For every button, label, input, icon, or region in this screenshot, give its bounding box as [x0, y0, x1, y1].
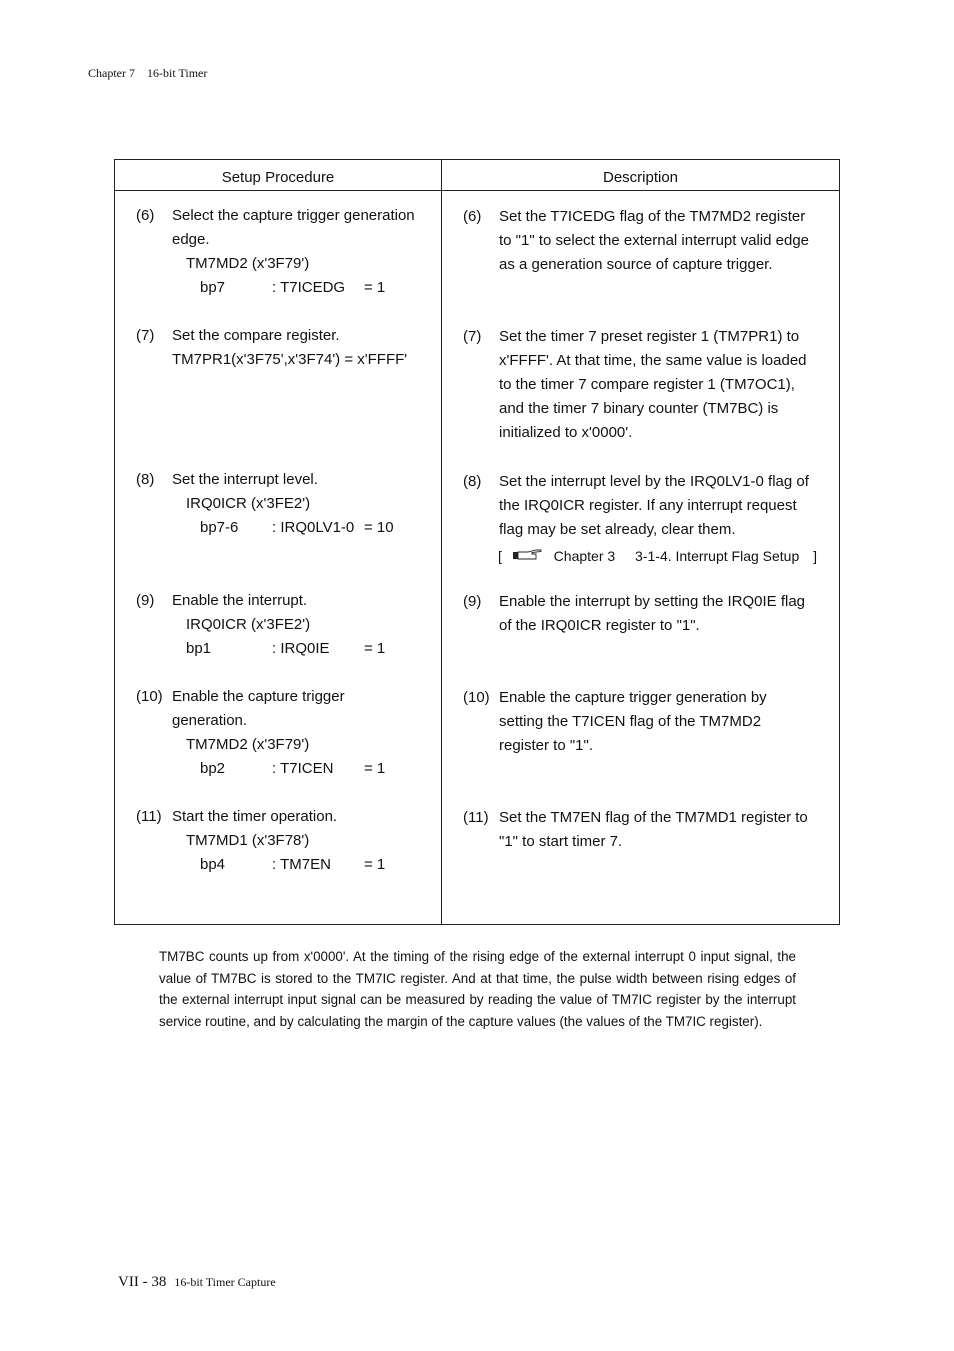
bit-position: bp7-6 — [200, 519, 239, 536]
register-name: IRQ0ICR (x'3FE2') — [186, 616, 311, 633]
step-number: (11) — [463, 809, 489, 826]
flag-value: = 10 — [364, 519, 394, 536]
setup-line: Enable the capture trigger — [172, 688, 345, 705]
ref-close-bracket: ] — [813, 548, 818, 564]
register-bit-setting — [172, 757, 385, 781]
register-name: TM7MD1 (x'3F78') — [186, 832, 310, 849]
flag-value: = 1 — [364, 640, 386, 657]
pointing-hand-icon — [512, 548, 542, 564]
step-number: (8) — [463, 473, 482, 490]
register-name: TM7MD2 (x'3F79') — [186, 255, 310, 272]
description-line: Enable the interrupt by setting the IRQ0IE flag — [499, 593, 806, 610]
column-header-description: Description — [602, 169, 679, 186]
description-line: to the timer 7 compare register 1 (TM7OC1), — [499, 376, 795, 393]
description-line: register to "1". — [499, 737, 594, 754]
header-title: 16-bit Timer — [147, 66, 208, 80]
description-line: initialized to x'0000'. — [499, 424, 633, 441]
step-number: (7) — [463, 328, 482, 345]
register-bit-setting — [172, 853, 385, 877]
bit-position: bp7 — [200, 279, 226, 296]
ref-chapter: Chapter 3 — [553, 548, 616, 564]
setup-line: Select the capture trigger generation — [172, 207, 415, 224]
bit-position: bp2 — [200, 760, 226, 777]
step-number: (8) — [136, 471, 155, 488]
flag-value: = 1 — [364, 279, 386, 296]
description-line: Set the TM7EN flag of the TM7MD1 register to — [499, 809, 808, 826]
description-line: x'FFFF'. At that time, the same value is loaded — [499, 352, 807, 369]
page-footer — [118, 1273, 276, 1291]
description-line: flag may be set already, clear them. — [499, 521, 736, 538]
register-bit-setting — [172, 637, 385, 661]
setup-line: Set the interrupt level. — [172, 471, 318, 488]
description-line: of the IRQ0ICR register to "1". — [499, 617, 700, 634]
page-number: VII - 38 — [118, 1274, 167, 1290]
flag-value: = 1 — [364, 760, 386, 777]
footer-section: 16-bit Timer Capture — [174, 1275, 276, 1289]
register-bit-setting — [172, 276, 385, 300]
bit-position: bp4 — [200, 856, 226, 873]
setup-line: edge. — [172, 231, 210, 248]
column-divider — [441, 160, 442, 924]
setup-line: Enable the interrupt. — [172, 592, 308, 609]
setup-line: generation. — [172, 712, 248, 729]
step-number: (6) — [463, 208, 482, 225]
register-name: IRQ0ICR (x'3FE2') — [186, 495, 311, 512]
description-line: Set the interrupt level by the IRQ0LV1-0 flag of — [499, 473, 809, 490]
setup-line: TM7PR1(x'3F75',x'3F74') = x'FFFF' — [172, 351, 408, 368]
register-bit-setting — [172, 516, 394, 540]
description-line: as a generation source of capture trigger. — [499, 256, 773, 273]
ref-open-bracket: [ — [498, 548, 502, 564]
header-rule — [115, 190, 839, 191]
flag-name: : T7ICEN — [272, 760, 334, 777]
description-line: Set the timer 7 preset register 1 (TM7PR1) to — [499, 328, 800, 345]
register-name: TM7MD2 (x'3F79') — [186, 736, 310, 753]
description-line: Enable the capture trigger generation by — [499, 689, 767, 706]
column-header-setup: Setup Procedure — [221, 169, 335, 186]
step-number: (9) — [463, 593, 482, 610]
description-line: and the timer 7 binary counter (TM7BC) is — [499, 400, 779, 417]
running-header — [88, 66, 207, 81]
step-number: (7) — [136, 327, 155, 344]
step-number: (11) — [136, 808, 162, 825]
cross-reference-link[interactable] — [498, 548, 817, 564]
bit-position: bp1 — [186, 640, 212, 657]
step-number: (10) — [136, 688, 163, 705]
description-line: the IRQ0ICR register. If any interrupt request — [499, 497, 797, 514]
flag-name: : TM7EN — [272, 856, 331, 873]
step-number: (9) — [136, 592, 155, 609]
description-line: Set the T7ICEDG flag of the TM7MD2 register — [499, 208, 806, 225]
description-line: setting the T7ICEN flag of the TM7MD2 — [499, 713, 762, 730]
description-line: to "1" to select the external interrupt valid edge — [499, 232, 809, 249]
flag-name: : IRQ0IE — [272, 640, 330, 657]
setup-line: Start the timer operation. — [172, 808, 338, 825]
header-chapter: Chapter 7 — [88, 66, 135, 80]
description-line: "1" to start timer 7. — [499, 833, 623, 850]
ref-section: 3-1-4. Interrupt Flag Setup — [635, 548, 800, 564]
flag-name: : IRQ0LV1-0 — [272, 519, 355, 536]
step-number: (6) — [136, 207, 155, 224]
flag-name: : T7ICEDG — [272, 279, 346, 296]
step-number: (10) — [463, 689, 490, 706]
flag-value: = 1 — [364, 856, 386, 873]
setup-procedure-table — [114, 159, 840, 925]
setup-line: Set the compare register. — [172, 327, 340, 344]
explanation-paragraph: TM7BC counts up from x'0000'. At the timing of the rising edge of the external interrupt 0 input signal, the value of TM7BC is stored to the TM7IC register. And at that time, the pulse width between rising edges of the external interrupt input signal can be measured by reading the value of TM7IC register by the interrupt service routine, and by calculating the margin of the capture values (the values of the TM7IC register). — [159, 949, 796, 1029]
